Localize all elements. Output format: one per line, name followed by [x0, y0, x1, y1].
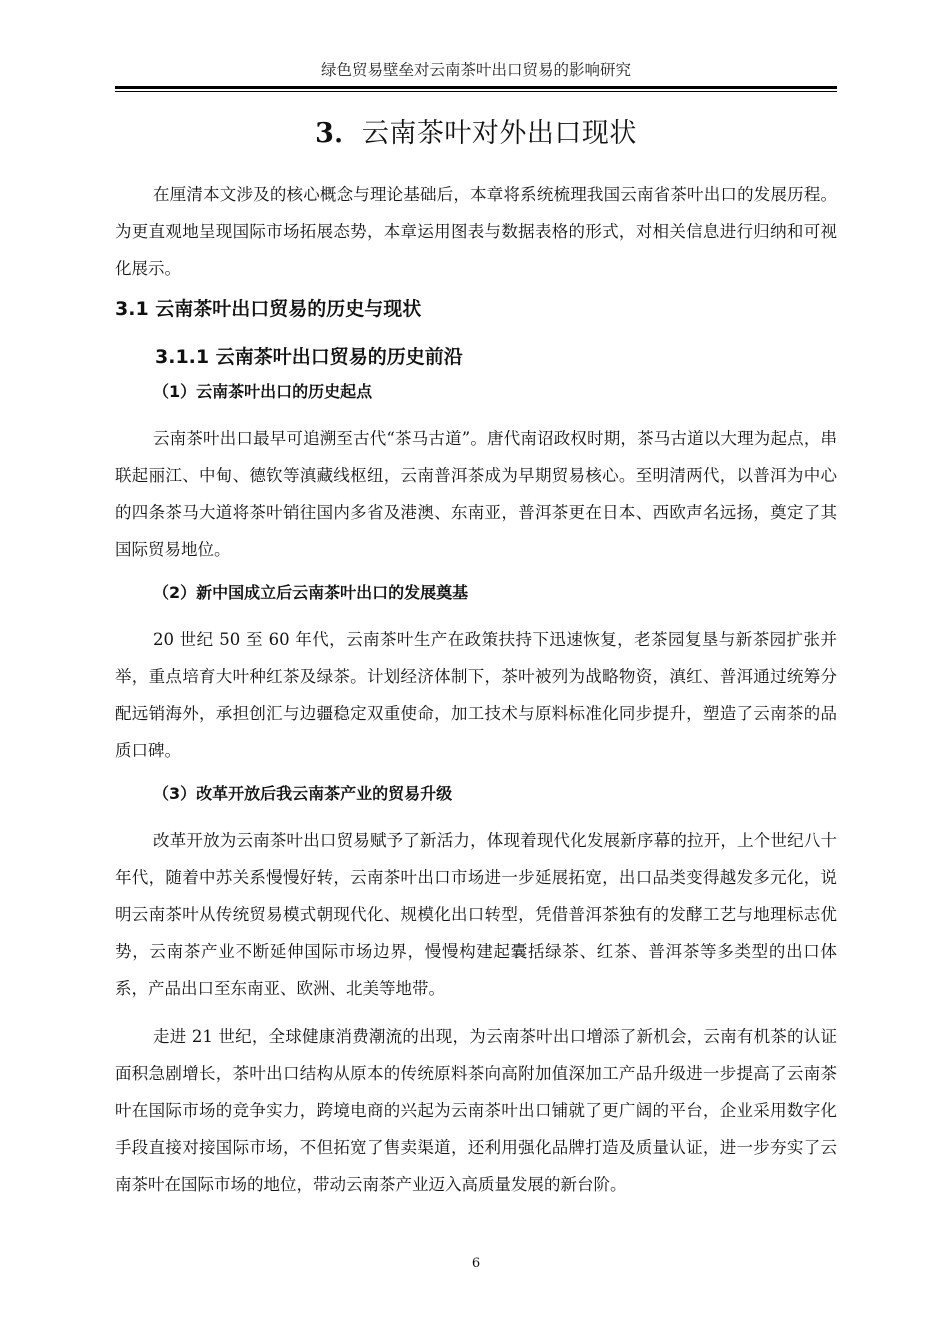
chapter-number: 3．: [315, 118, 362, 149]
running-header: 绿色贸易壁垒对云南茶叶出口贸易的影响研究: [320, 61, 631, 79]
item-3-paragraph-2: 走进 21 世纪，全球健康消费潮流的出现，为云南茶叶出口增添了新机会，云南有机茶的认证面积急剧增长，茶叶出口结构从原本的传统原料茶向高附加值深加工产品升级进一步提高了云南茶叶在国际市场的竞争实力，跨境电商的兴起为云南茶叶出口铺就了更广阔的平台，企业采用数字化手段直接对接国际市场，不但拓宽了售卖渠道，还利用强化品牌打造及质量认证，进一步夯实了云南茶叶在国际市场的地位，带动云南茶产业迈入高质量发展的新台阶。: [115, 1027, 837, 1194]
item-heading-1: （1）云南茶叶出口的历史起点: [153, 382, 373, 401]
section-heading-3-1: 3.1 云南茶叶出口贸易的历史与现状: [115, 298, 422, 320]
subsection-heading-3-1-1: 3.1.1 云南茶叶出口贸易的历史前沿: [155, 346, 463, 368]
chapter-title: [115, 114, 837, 154]
chapter-title-text: 云南茶叶对外出口现状: [361, 118, 637, 149]
page-number: 6: [471, 1256, 481, 1271]
intro-paragraph: 在厘清本文涉及的核心概念与理论基础后，本章将系统梳理我国云南省茶叶出口的发展历程。为更直观地呈现国际市场拓展态势，本章运用图表与数据表格的形式，对相关信息进行归纳和可视化展示。: [115, 185, 837, 278]
item-3-paragraph-1: 改革开放为云南茶叶出口贸易赋予了新活力，体现着现代化发展新序幕的拉开，上个世纪八十年代，随着中苏关系慢慢好转，云南茶叶出口市场进一步延展拓宽，出口品类变得越发多元化，说明云南茶叶从传统贸易模式朝现代化、规模化出口转型，凭借普洱茶独有的发酵工艺与地理标志优势，云南茶产业不断延伸国际市场边界，慢慢构建起囊括绿茶、红茶、普洱茶等多类型的出口体系，产品出口至东南亚、欧洲、北美等地带。: [115, 831, 837, 998]
item-heading-2: （2）新中国成立后云南茶叶出口的发展奠基: [153, 583, 469, 602]
header-rule-thin: [115, 91, 837, 92]
item-2-paragraph: 20 世纪 50 至 60 年代，云南茶叶生产在政策扶持下迅速恢复，老茶园复垦与新茶园扩张并举，重点培育大叶种红茶及绿茶。计划经济体制下，茶叶被列为战略物资，滇红、普洱通过统筹分配远销海外，承担创汇与边疆稳定双重使命，加工技术与原料标准化同步提升，塑造了云南茶的品质口碑。: [115, 630, 837, 760]
header-rule-thick: [115, 86, 837, 89]
item-heading-3: （3）改革开放后我云南茶产业的贸易升级: [153, 784, 453, 803]
item-1-paragraph: 云南茶叶出口最早可追溯至古代“茶马古道”。唐代南诏政权时期，茶马古道以大理为起点，串联起丽江、中甸、德钦等滇藏线枢纽，云南普洱茶成为早期贸易核心。至明清两代，以普洱为中心的四条茶马大道将茶叶销往国内多省及港澳、东南亚，普洱茶更在日本、西欧声名远扬，奠定了其国际贸易地位。: [115, 429, 837, 559]
